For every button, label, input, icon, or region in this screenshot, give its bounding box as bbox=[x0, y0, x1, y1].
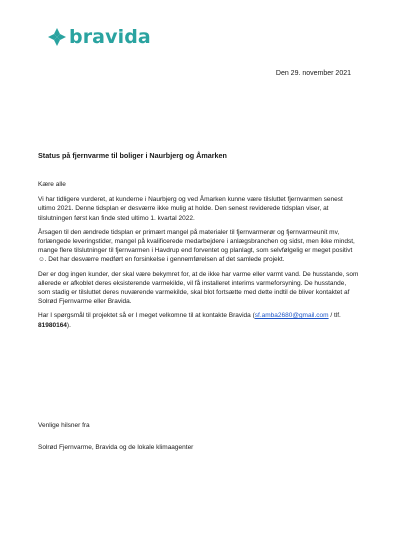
closing-line: Venlige hilsner fra bbox=[38, 422, 90, 429]
contact-email-link[interactable]: sf.amba2680@gmail.com bbox=[254, 312, 329, 320]
paragraph-contact bbox=[38, 311, 360, 329]
letter-date: Den 29. november 2021 bbox=[275, 70, 351, 77]
bravida-logo bbox=[47, 27, 151, 47]
paragraph-reassurance: Der er dog ingen kunder, der skal være bekymret for, at de ikke har varme eller varmt vand. De husstande, som allerede er afkoblet deres eksisterende varmekilde, vil få installeret interims varmeforsyning. De husstande, som stadig er tilsluttet deres nuværende varmekilde, skal blot fortsætte med dette indtil de bliver kontaktet af Solrød Fjernvarme eller Bravida. bbox=[38, 270, 359, 306]
paragraph-reason: Årsagen til den ændrede tidsplan er primært mangel på materialer til fjernvarmerør og fjernvarmeunit mv, forlængede leveringstider, mangel på kvalificerede medarbejdere i anlægsbranchen og sidst, men ikke mindst, mange flere tilslutninger til fjernvarmen i Havdrup end forventet og planlagt, som selvfølgelig er meget positivt ☺. Det har desværre medført en forsinkelse i gennemførelsen af det samlede projekt. bbox=[38, 228, 355, 264]
signature-line: Solrød Fjernvarme, Bravida og de lokale klimaagenter bbox=[38, 444, 194, 451]
contact-text-suffix: ). bbox=[66, 321, 71, 329]
bravida-mark-icon bbox=[47, 27, 67, 47]
paragraph-schedule: Vi har tidligere vurderet, at kunderne i Naurbjerg og ved Åmarken kunne være tilsluttet fjernvarmen senest ultimo 2021. Denne tidsplan er desværre ikke mulig at holde. Den senest reviderede tidsplan viser, at tilslutningen først kan finde sted ultimo 1. kvartal 2022. bbox=[38, 196, 343, 222]
greeting: Kære alle bbox=[38, 181, 66, 188]
letter-subject: Status på fjernvarme til boliger i Naurbjerg og Åmarken bbox=[38, 151, 227, 160]
contact-text-mid: / tlf. bbox=[328, 312, 341, 320]
logo-wordmark: bravida bbox=[69, 26, 151, 48]
letter-body bbox=[38, 180, 360, 335]
contact-text-prefix: Har I spørgsmål til projektet så er I meget velkomne til at kontakte Bravida ( bbox=[38, 312, 255, 320]
contact-phone: 81980164 bbox=[38, 321, 67, 329]
